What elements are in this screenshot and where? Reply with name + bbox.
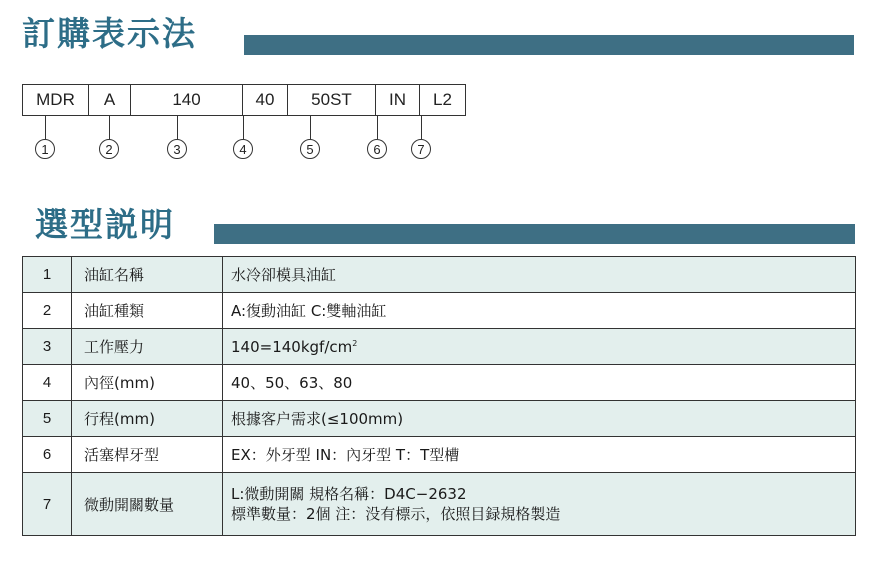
marker-7: 7 bbox=[411, 139, 431, 159]
order-code-table bbox=[22, 84, 466, 116]
row-label: 油缸名稱 bbox=[72, 257, 223, 293]
code-switch: L2 bbox=[433, 90, 452, 109]
marker-5: 5 bbox=[300, 139, 320, 159]
row-description: 根據客户需求(≤100mm) bbox=[223, 401, 856, 437]
row-description: 40、50、63、80 bbox=[223, 365, 856, 401]
marker-1: 1 bbox=[35, 139, 55, 159]
row-description: L:微動開關 規格名稱：D4C−2632 bbox=[231, 485, 467, 503]
table-row bbox=[23, 365, 856, 401]
row-number: 5 bbox=[23, 401, 72, 437]
row-label: 活塞桿牙型 bbox=[72, 437, 223, 473]
row-description: A:復動油缸 C:雙軸油缸 bbox=[223, 293, 856, 329]
marker-3: 3 bbox=[167, 139, 187, 159]
row-description: 水冷卻模具油缸 bbox=[223, 257, 856, 293]
row-description: EX：外牙型 IN：內牙型 T：T型槽 bbox=[223, 437, 856, 473]
code-stroke: 50ST bbox=[288, 85, 376, 115]
row-label: 微動開關數量 bbox=[72, 473, 223, 536]
marker-stem bbox=[310, 116, 311, 139]
selection-title: 選型説明 bbox=[35, 205, 175, 244]
row-label: 內徑(mm) bbox=[72, 365, 223, 401]
code-thread: IN bbox=[376, 85, 420, 115]
table-row bbox=[23, 257, 856, 293]
code-bore: 40 bbox=[243, 85, 288, 115]
table-row bbox=[23, 293, 856, 329]
row-description-cell bbox=[223, 329, 856, 365]
ordering-title-bar bbox=[244, 35, 854, 55]
code-type: A bbox=[89, 85, 131, 115]
marker-stem bbox=[243, 116, 244, 139]
marker-stem bbox=[109, 116, 110, 139]
code-model: MDR bbox=[23, 85, 89, 115]
marker-stem bbox=[177, 116, 178, 139]
selection-table bbox=[22, 256, 856, 536]
ordering-title: 訂購表示法 bbox=[22, 14, 197, 53]
marker-2: 2 bbox=[99, 139, 119, 159]
row-number: 4 bbox=[23, 365, 72, 401]
row-label: 工作壓力 bbox=[72, 329, 223, 365]
table-row bbox=[23, 473, 856, 536]
superscript: 2 bbox=[352, 338, 358, 348]
row-number: 2 bbox=[23, 293, 72, 329]
row-number: 7 bbox=[23, 473, 72, 536]
row-description-cell bbox=[223, 473, 856, 536]
marker-stem bbox=[377, 116, 378, 139]
table-row bbox=[23, 329, 856, 365]
row-description-second-line: 標準數量：2個 注：没有標示，依照目録規格製造 bbox=[231, 505, 561, 523]
row-number: 3 bbox=[23, 329, 72, 365]
table-row bbox=[23, 437, 856, 473]
row-number: 6 bbox=[23, 437, 72, 473]
marker-4: 4 bbox=[233, 139, 253, 159]
row-label: 油缸種類 bbox=[72, 293, 223, 329]
code-pressure: 140 bbox=[131, 85, 243, 115]
row-description: 140=140kgf/cm bbox=[231, 337, 353, 356]
marker-stem bbox=[45, 116, 46, 139]
selection-title-bar bbox=[214, 224, 855, 244]
marker-stem bbox=[421, 116, 422, 139]
row-number: 1 bbox=[23, 257, 72, 293]
table-row bbox=[23, 401, 856, 437]
marker-6: 6 bbox=[367, 139, 387, 159]
row-label: 行程(mm) bbox=[72, 401, 223, 437]
